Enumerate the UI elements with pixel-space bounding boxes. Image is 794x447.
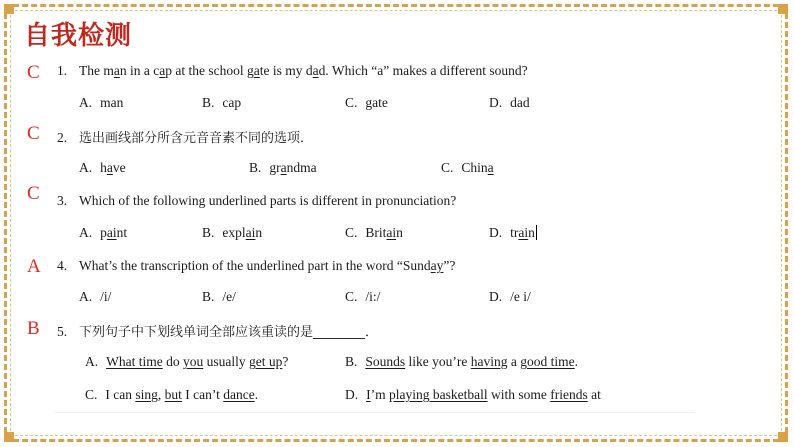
- corner-bottom-left: [4, 432, 14, 442]
- underlined-letter: ai: [518, 225, 529, 240]
- option-4c: [345, 289, 380, 305]
- option-text: ndma: [286, 160, 317, 175]
- option-text: man: [100, 95, 124, 110]
- stressed-word: you: [182, 354, 204, 369]
- option-text: I can’t: [181, 387, 224, 402]
- option-label: C.: [441, 160, 454, 175]
- option-label: A.: [85, 354, 99, 369]
- option-5a: [85, 354, 288, 370]
- option-2c: [441, 160, 494, 176]
- option-text: ,: [157, 387, 165, 402]
- question-4: [57, 258, 455, 274]
- stem-text: The m: [79, 63, 114, 78]
- answer-1: C: [27, 62, 40, 83]
- option-label: B.: [202, 95, 215, 110]
- option-4a: [79, 289, 111, 305]
- option-label: D.: [489, 225, 503, 240]
- option-label: A.: [79, 289, 93, 304]
- stressed-word: having: [470, 354, 508, 369]
- option-text: gate: [365, 95, 388, 110]
- question-number: 2.: [57, 130, 68, 145]
- option-label: C.: [345, 225, 358, 240]
- option-text: ?: [282, 354, 289, 369]
- option-label: D.: [489, 289, 503, 304]
- option-label: C.: [345, 95, 358, 110]
- stem-text: ”?: [443, 258, 456, 273]
- answer-3: C: [27, 183, 40, 204]
- stressed-word: sing: [135, 387, 158, 402]
- option-text: /i/: [100, 289, 112, 304]
- stem-text: d. Which “a” makes a different sound?: [318, 63, 528, 78]
- option-2a: [79, 160, 126, 176]
- question-number: 5.: [57, 324, 68, 339]
- option-text: like you’re: [405, 354, 471, 369]
- stem-text: p at the school g: [165, 63, 254, 78]
- stressed-word: I: [366, 387, 371, 402]
- answer-5: B: [27, 318, 40, 339]
- option-text: tr: [510, 225, 519, 240]
- option-4b: [202, 289, 236, 305]
- option-text: Chin: [461, 160, 488, 175]
- option-1d: [489, 95, 530, 111]
- stressed-word: Sounds: [365, 354, 406, 369]
- underlined-letter: a: [106, 160, 113, 175]
- stressed-word: friends: [550, 387, 588, 402]
- question-2: [57, 127, 313, 146]
- option-text: ve: [112, 160, 126, 175]
- option-text: do: [162, 354, 183, 369]
- stressed-word: good time: [520, 354, 575, 369]
- corner-top-right: [778, 4, 788, 14]
- option-label: B.: [249, 160, 262, 175]
- underlined-letter: a: [159, 63, 166, 78]
- option-text: /e i/: [510, 289, 531, 304]
- option-text: usually: [203, 354, 249, 369]
- option-text: n: [255, 225, 263, 240]
- option-text: h: [100, 160, 107, 175]
- option-text: p: [100, 225, 107, 240]
- answer-2: C: [27, 123, 40, 144]
- stem-text: n in a c: [119, 63, 160, 78]
- footer-divider: [55, 412, 695, 413]
- underlined-letter: ai: [106, 225, 117, 240]
- option-text: /e/: [222, 289, 236, 304]
- question-3: [57, 193, 456, 209]
- stem-text: 选出画线部分所含元音音素不同的选项．: [79, 131, 314, 146]
- corner-bottom-right: [778, 432, 788, 442]
- option-text: dad: [510, 95, 530, 110]
- option-text: n: [528, 225, 535, 240]
- option-5d: [345, 387, 601, 403]
- option-text: a: [507, 354, 521, 369]
- underlined-letter: a: [253, 63, 260, 78]
- option-5c: [85, 387, 258, 403]
- option-label: D.: [345, 387, 359, 402]
- option-text: with some: [487, 387, 551, 402]
- question-1: [57, 63, 528, 79]
- underlined-letter: a: [487, 160, 494, 175]
- option-text: .: [254, 387, 259, 402]
- stressed-word: dance: [223, 387, 255, 402]
- option-label: B.: [202, 289, 215, 304]
- option-text: ’m: [370, 387, 389, 402]
- option-text: nt: [116, 225, 128, 240]
- option-text: gr: [269, 160, 281, 175]
- option-text: /i:/: [365, 289, 381, 304]
- question-5: [57, 321, 378, 340]
- stem-text: Which of the following underlined parts is different in pronunciation?: [79, 193, 457, 208]
- underlined-letter: a: [312, 63, 319, 78]
- option-3a: [79, 225, 127, 241]
- option-1c: [345, 95, 388, 111]
- underlined-letter: ai: [386, 225, 397, 240]
- question-number: 3.: [57, 193, 68, 208]
- option-text: .: [574, 354, 579, 369]
- option-label: A.: [79, 95, 93, 110]
- underlined-letter: a: [280, 160, 287, 175]
- option-text: cap: [222, 95, 242, 110]
- option-label: B.: [202, 225, 215, 240]
- option-text: at: [587, 387, 601, 402]
- option-3b: [202, 225, 262, 241]
- option-label: A.: [79, 225, 93, 240]
- option-1a: [79, 95, 123, 111]
- option-label: B.: [345, 354, 358, 369]
- option-text: n: [396, 225, 403, 240]
- option-text: Brit: [365, 225, 387, 240]
- underlined-letter: ay: [430, 258, 444, 273]
- option-2b: [249, 160, 317, 176]
- text-cursor: [536, 225, 537, 240]
- stem-text: What’s the transcription of the underlined part in the word “Sund: [79, 258, 431, 273]
- option-5b: [345, 354, 578, 370]
- option-label: C.: [345, 289, 358, 304]
- option-3d: [489, 225, 537, 241]
- question-number: 4.: [57, 258, 68, 273]
- stressed-word: but: [164, 387, 182, 402]
- question-number: 1.: [57, 63, 68, 78]
- option-text: expl: [222, 225, 246, 240]
- stem-text: 下列句子中下划线单词全部应该重读的是________．: [79, 325, 379, 340]
- stressed-word: get up: [248, 354, 283, 369]
- underlined-letter: ai: [245, 225, 256, 240]
- corner-top-left: [4, 4, 14, 14]
- underlined-letter: a: [113, 63, 120, 78]
- option-3c: [345, 225, 403, 241]
- answer-4: A: [27, 256, 41, 277]
- option-label: D.: [489, 95, 503, 110]
- option-1b: [202, 95, 241, 111]
- option-text: I can: [105, 387, 136, 402]
- option-label: C.: [85, 387, 98, 402]
- stressed-word: playing basketball: [389, 387, 488, 402]
- stem-text: te is my d: [259, 63, 313, 78]
- stressed-word: What time: [106, 354, 163, 369]
- option-label: A.: [79, 160, 93, 175]
- page-title: 自我检测: [24, 21, 133, 51]
- option-4d: [489, 289, 531, 305]
